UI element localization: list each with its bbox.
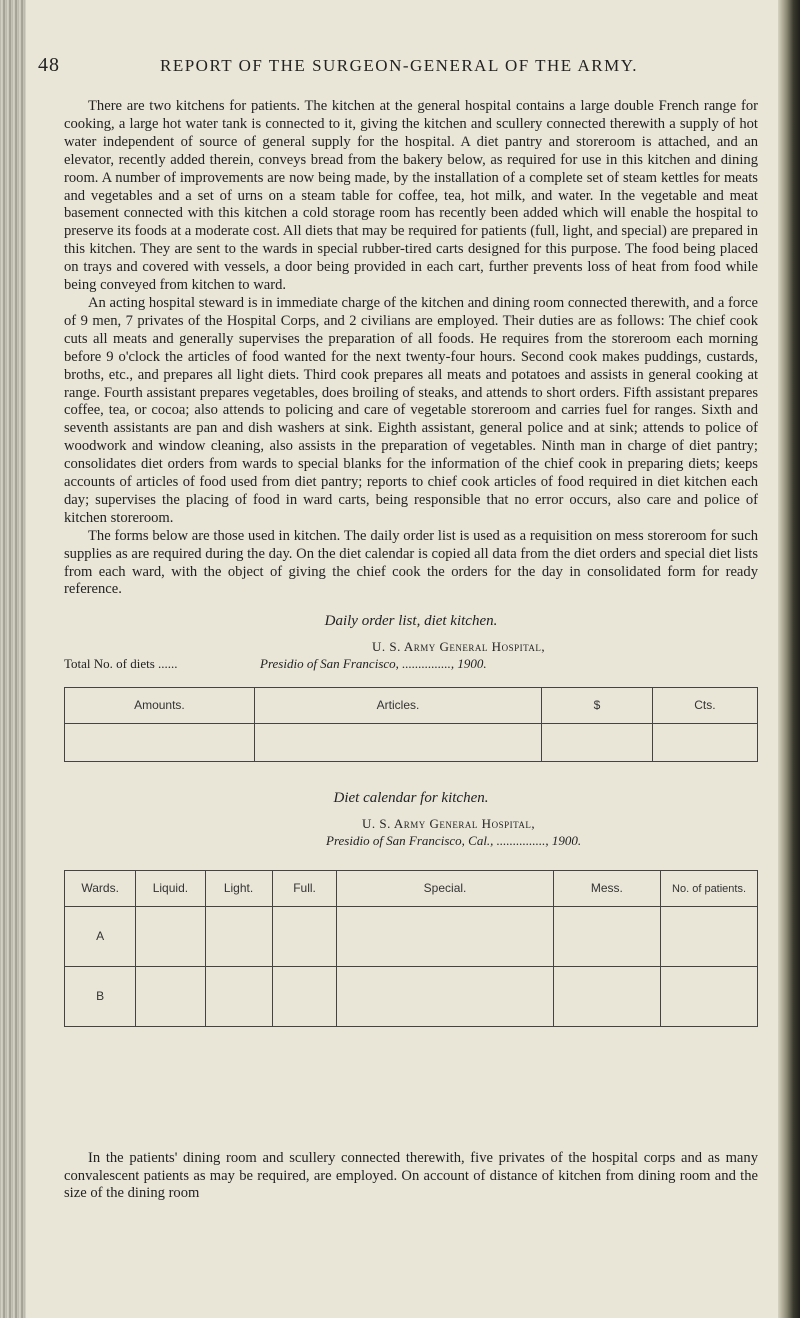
paragraph-staff: An acting hospital steward is in immediate charge of the kitchen and dining room connected therewith, and a force of 9 men, 7 privates of the Hospital Corps, and 2 civilians are employed. Their duties are as follows: The chief cook cuts all meats and generally supervises the preparation of all foods. He requires from the storeroom each morning before 9 o'clock the articles of food wanted for the next twenty-four hours. Second cook makes puddings, custards, broths, etc., and prepares all light diets. Third cook prepares all meats and potatoes and assists in general cooking at range. Fourth assistant prepares vegetables, does broiling of steaks, and attends to short orders. Fifth assistant prepares coffee, tea, or cocoa; also attends to policing and care of vegetable storeroom and carries fuel for ranges. Sixth and seventh assistants are pan and dish washers at sink. Eighth assistant, general police and at sink; attends to police of woodwork and window cleaning, also assists in the preparation of vegetables. Ninth man in charge of diet pantry; consolidates diet orders from wards to special blanks for the information of the chief cook in preparing diets; keeps accounts of articles of food used from diet pantry; reports to chief cook articles of food required in diet kitchen each day; supervises the placing of food in ward carts, being responsible that no error occurs, also care and police of kitchen storeroom. [64,294,758,526]
page-number: 48 [38,54,60,76]
table-cell [136,907,205,967]
paragraph-dining-room: In the patients' dining room and scullery connected therewith, five privates of the hospital corps and as many convalescent patients as may be required, are employed. On account of distance of kitchen from dining room and the size of the dining room [64,1150,758,1202]
body-text [64,98,758,1027]
form1-heading [64,639,758,675]
table-cell [553,967,661,1027]
form2-hospital: U. S. Army General Hospital, [362,816,536,832]
table-header-row [65,871,758,907]
ward-label: A [65,907,136,967]
form2-heading [64,816,758,850]
table-cell [661,907,758,967]
table-cell [542,724,653,762]
table-cell [136,967,205,1027]
col-special: Special. [337,871,553,907]
form1-hospital: U. S. Army General Hospital, [372,639,546,655]
table-header-row [65,688,758,724]
document-page [38,0,780,1318]
table-cell [661,967,758,1027]
col-articles: Articles. [254,688,541,724]
form1-caption: Daily order list, diet kitchen. [324,613,498,630]
col-full: Full. [272,871,337,907]
paragraph-kitchens: There are two kitchens for patients. The kitchen at the general hospital contains a large double French range for cooking, a large hot water tank is connected to it, giving the kitchen and scullery connected therewith a supply of hot water independent of source of general supply for the hospital. A diet pantry and storeroom is attached, and an elevator, recently added therein, conveys bread from the bakery below, as required for use in this kitchen and dining room. A number of improvements are now being made, by the installation of a complete set of steam kettles for meats and vegetables and a set of urns on a steam table for coffee, tea, hot milk, and water. In the vegetable and meat basement connected with this kitchen a cold storage room has recently been added which will enable the hospital to preserve its foods at a moderate cost. All diets that may be required for patients (full, light, and special) are prepared in this kitchen. They are sent to the wards in special rubber-tired carts designed for this purpose. The food being placed on trays and covered with vessels, a door being provided in each cart, further prevents loss of heat from food while being conveyed from kitchen to ward. [64,98,758,294]
page-header [38,54,780,82]
table-cell [205,907,272,967]
table-cell [254,724,541,762]
closing-text [64,1150,758,1203]
book-binding-left [0,0,26,1318]
form2-caption: Diet calendar for kitchen. [333,790,489,807]
ward-label: B [65,967,136,1027]
col-wards: Wards. [65,871,136,907]
book-binding-right [778,0,800,1318]
running-title: REPORT OF THE SURGEON-GENERAL OF THE ARMY. [160,56,639,75]
table-row [65,967,758,1027]
col-dollars: $ [542,688,653,724]
table-cell [337,907,553,967]
table-cell [272,907,337,967]
paragraph-forms: The forms below are those used in kitchen. The daily order list is used as a requisition on mess storeroom for such supplies as are required during the day. On the diet calendar is copied all data from the diet orders and special diet lists from each ward, with the object of giving the chief cook the orders for the day in consolidated form for ready reference. [64,527,758,598]
col-mess: Mess. [553,871,661,907]
daily-order-table [64,687,758,762]
table-cell [553,907,661,967]
col-liquid: Liquid. [136,871,205,907]
form2-location: Presidio of San Francisco, Cal., ..............., 1900. [326,833,582,849]
col-light: Light. [205,871,272,907]
col-patients: No. of patients. [661,871,758,907]
table-cell [337,967,553,1027]
table-row [65,724,758,762]
col-cents: Cts. [652,688,757,724]
table-cell [272,967,337,1027]
col-amounts: Amounts. [65,688,255,724]
form1-location: Presidio of San Francisco, ..............., 1900. [260,656,487,672]
table-cell [205,967,272,1027]
table-row [65,907,758,967]
table-cell [652,724,757,762]
form1-total-diets: Total No. of diets ...... [64,656,178,672]
diet-calendar-table [64,870,758,1027]
table-cell [65,724,255,762]
